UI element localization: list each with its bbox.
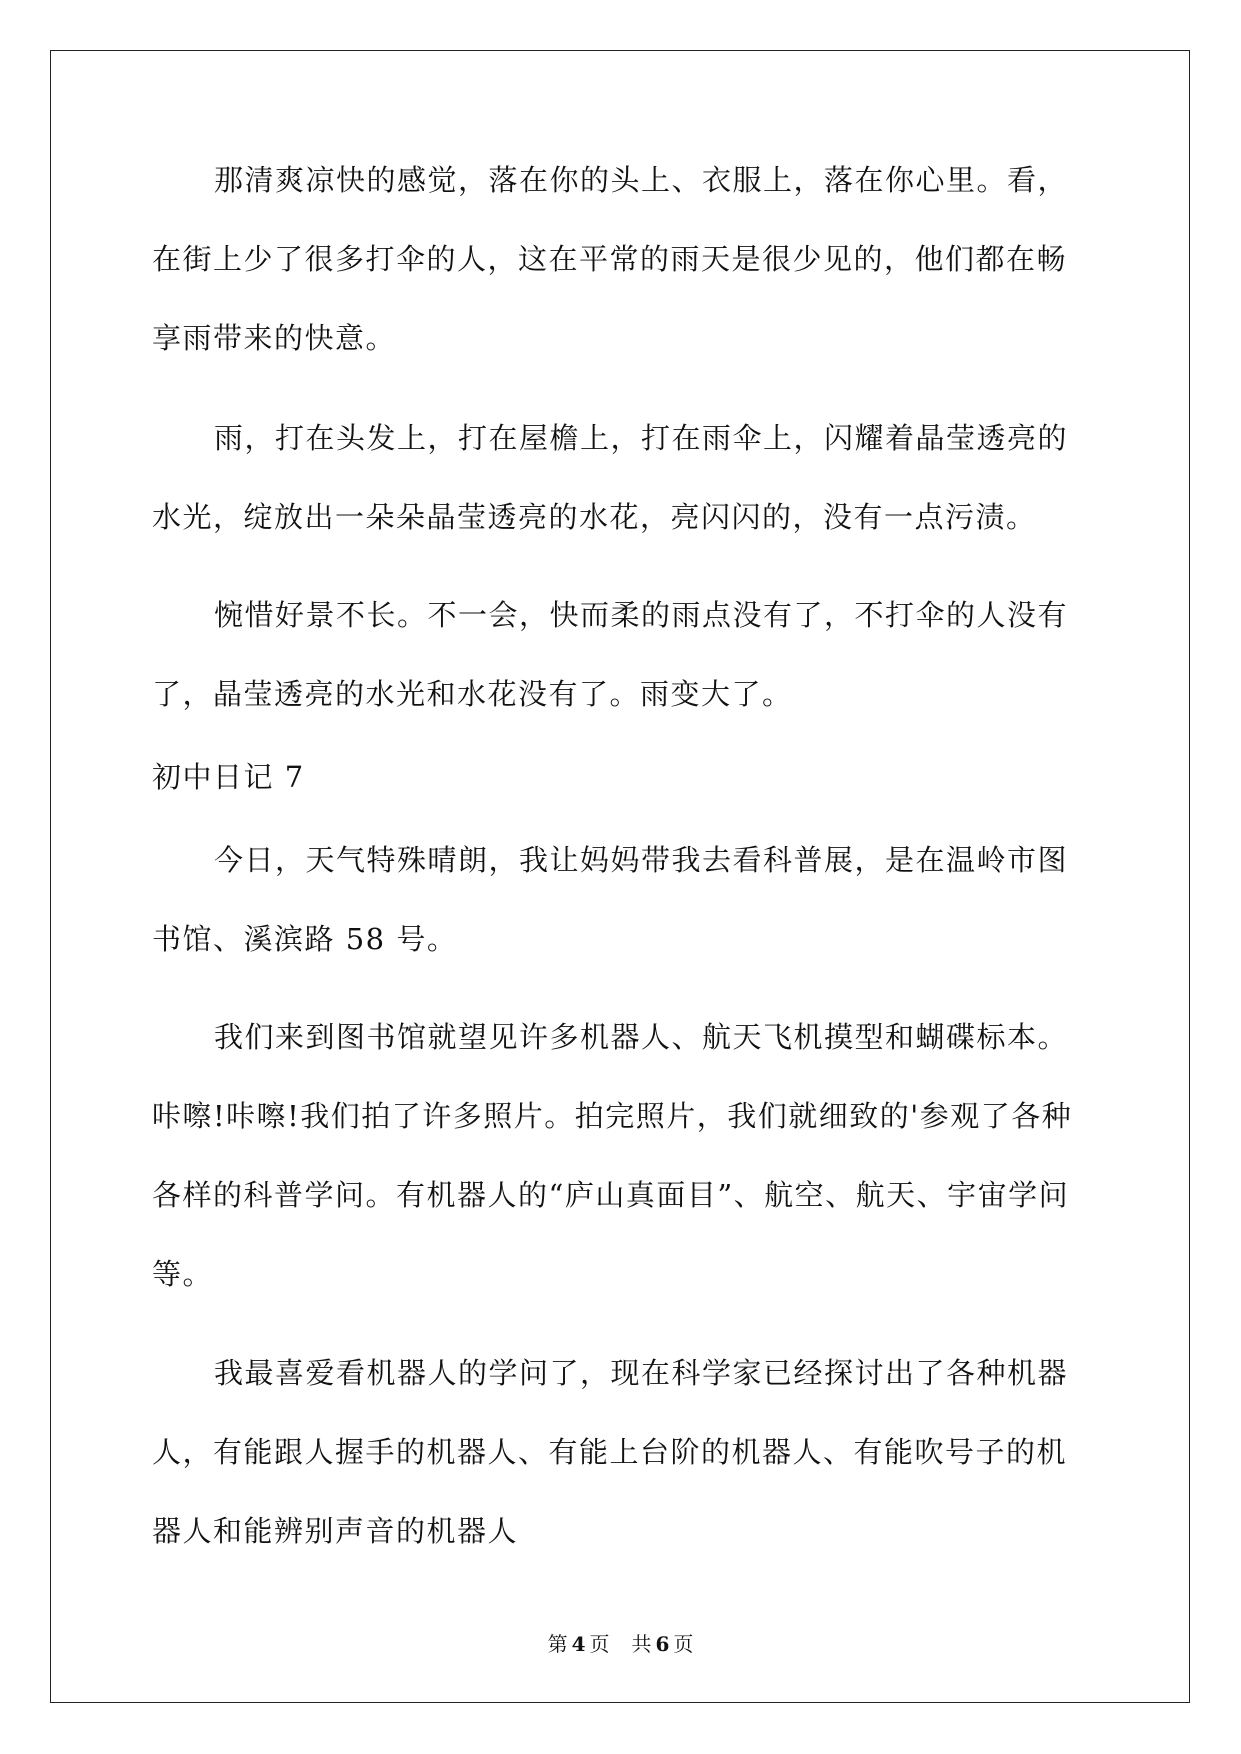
- total-suffix: 页: [673, 1632, 694, 1656]
- text-line: 咔嚓!咔嚓!我们拍了许多照片。拍完照片，我们就细致的'参观了各种: [152, 1099, 1073, 1133]
- page-prefix: 第: [547, 1632, 568, 1656]
- text-line: 享雨带来的快意。: [152, 321, 397, 355]
- page-number-footer: [0, 1628, 1241, 1657]
- text-line: 我们来到图书馆就望见许多机器人、航天飞机摸型和蝴碟标本。: [214, 1020, 1069, 1054]
- text-line: 今日，天气特殊晴朗，我让妈妈带我去看科普展，是在温岭市图: [214, 843, 1069, 877]
- text-line: 水光，绽放出一朵朵晶莹透亮的水花，亮闪闪的，没有一点污渍。: [152, 500, 1037, 534]
- total-page-number: 6: [655, 1632, 670, 1656]
- text-line: 惋惜好景不长。不一会，快而柔的雨点没有了，不打伞的人没有: [214, 598, 1069, 632]
- text-line: 雨，打在头发上，打在屋檐上，打在雨伞上，闪耀着晶莹透亮的: [214, 421, 1069, 455]
- text-line: 人，有能跟人握手的机器人、有能上台阶的机器人、有能吹号子的机: [152, 1435, 1068, 1469]
- text-line: 那清爽凉快的感觉，落在你的头上、衣服上，落在你心里。看，: [214, 163, 1069, 197]
- text-line: 在街上少了很多打伞的人，这在平常的雨天是很少见的，他们都在畅: [152, 242, 1068, 276]
- text-line: 我最喜爱看机器人的学问了，现在科学家已经探讨出了各种机器: [214, 1356, 1069, 1390]
- text-line: 各样的科普学问。有机器人的“庐山真面目”、航空、航天、宇宙学问: [152, 1178, 1070, 1212]
- page-suffix: 页: [589, 1632, 610, 1656]
- section-heading: 初中日记 7: [152, 760, 305, 794]
- text-line: 等。: [152, 1257, 214, 1291]
- total-prefix: 共: [631, 1632, 652, 1656]
- current-page-number: 4: [571, 1632, 586, 1656]
- text-line: 了，晶莹透亮的水光和水花没有了。雨变大了。: [152, 677, 793, 711]
- text-line: 书馆、溪滨路 58 号。: [152, 922, 458, 956]
- text-line: 器人和能辨别声音的机器人: [152, 1514, 519, 1548]
